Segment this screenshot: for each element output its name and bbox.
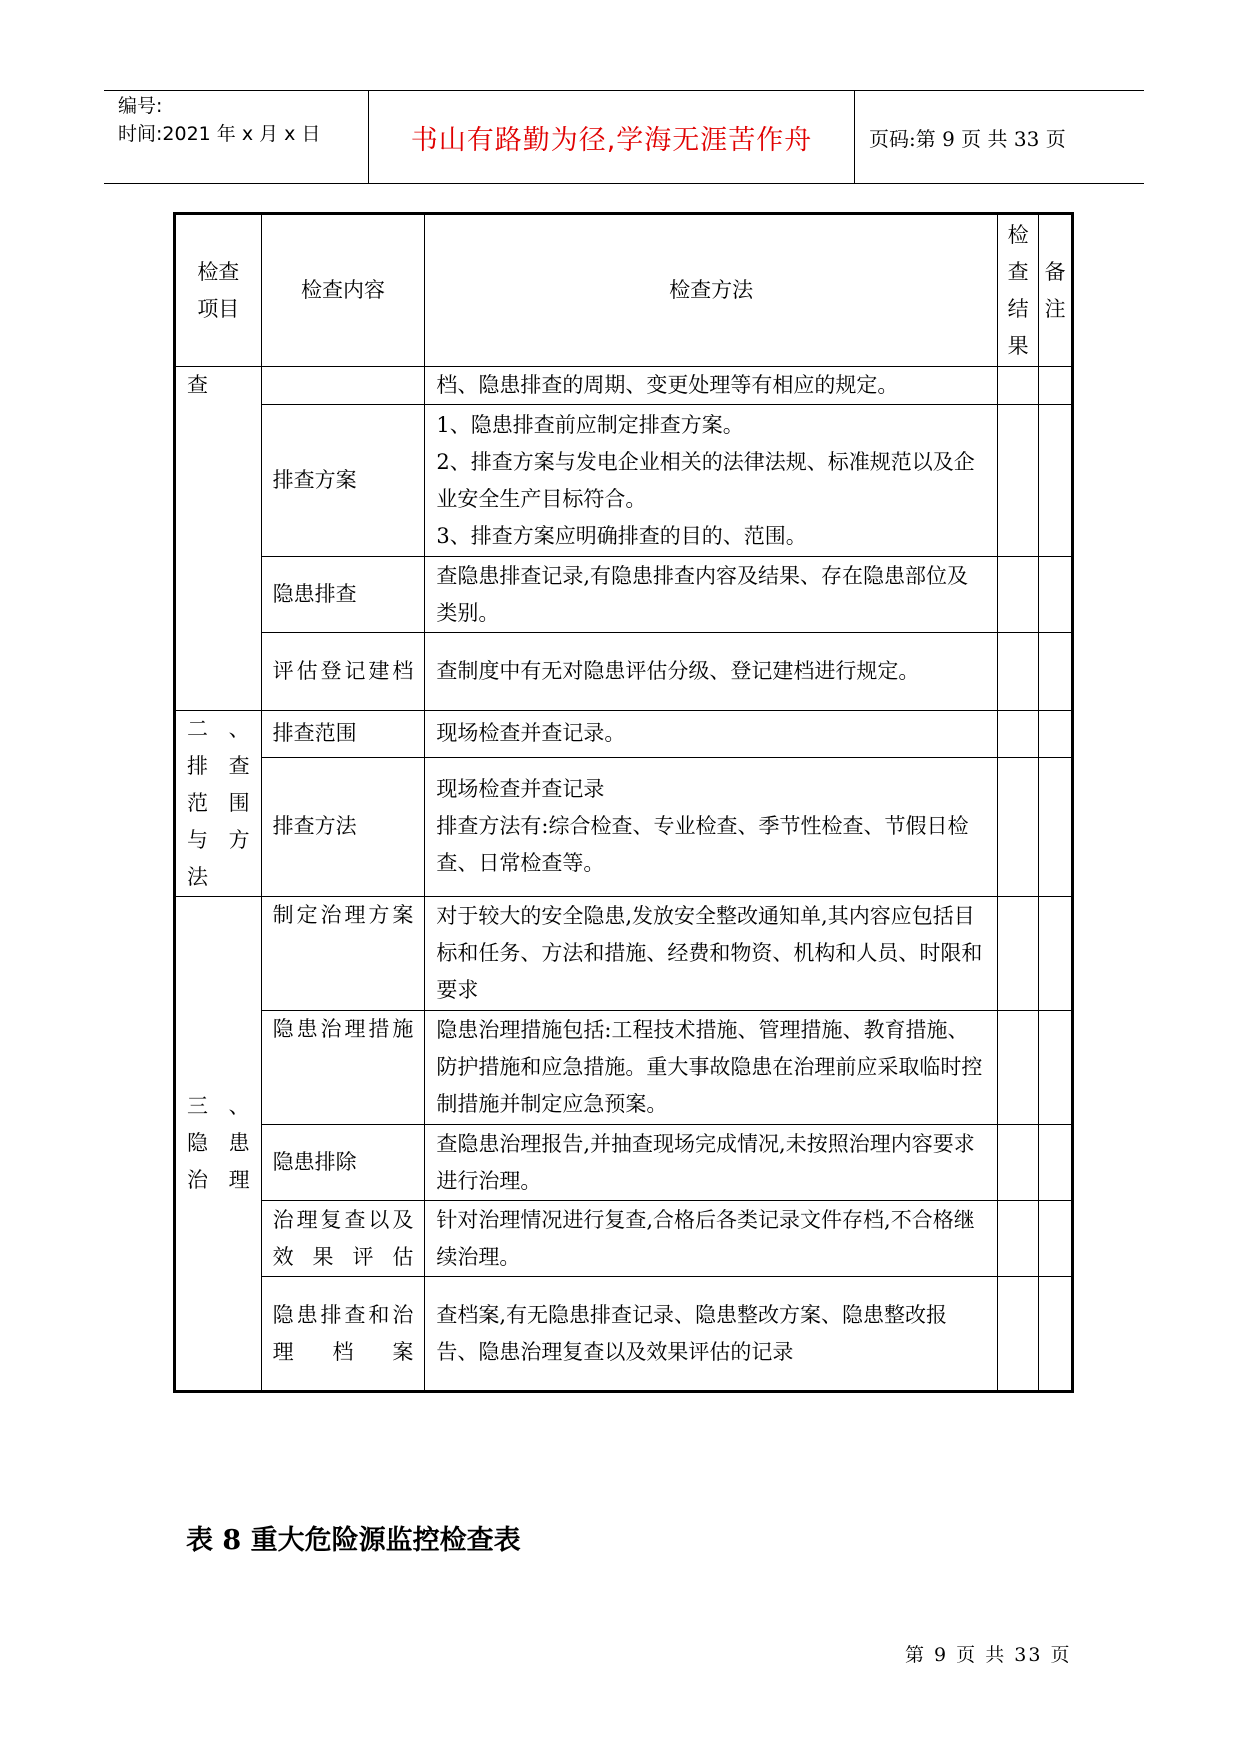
table-row — [175, 633, 1073, 711]
document-number-label: 编号: — [118, 95, 163, 117]
row-item: 查 — [175, 367, 262, 711]
header-page-label: 页码:第 9 页 共 33 页 — [869, 126, 1066, 151]
row-content: 隐患治理措施 — [261, 1011, 425, 1125]
row-note — [1039, 1125, 1073, 1201]
row-note — [1039, 633, 1073, 711]
row-result — [997, 405, 1038, 557]
document-time-label: 时间:2021 年 x 月 x 日 — [118, 123, 321, 145]
row-method: 查隐患排查记录,有隐患排查内容及结果、存在隐患部位及类别。 — [425, 557, 998, 633]
table-row — [175, 557, 1073, 633]
row-note — [1039, 1011, 1073, 1125]
row-method: 现场检查并查记录。 — [425, 711, 998, 758]
table-row — [175, 1125, 1073, 1201]
row-method: 档、隐患排查的周期、变更处理等有相应的规定。 — [425, 367, 998, 405]
row-note — [1039, 757, 1073, 897]
row-note — [1039, 557, 1073, 633]
row-result — [997, 557, 1038, 633]
row-note — [1039, 367, 1073, 405]
row-method: 现场检查并查记录 排查方法有:综合检查、专业检查、季节性检查、节假日检查、日常检查等。 — [425, 757, 998, 897]
row-content: 评估登记建档 — [261, 633, 425, 711]
row-item: 三、隐患治理 — [175, 897, 262, 1392]
header-content: 检查内容 — [261, 214, 425, 367]
header-result: 检查结果 — [997, 214, 1038, 367]
row-method: 查制度中有无对隐患评估分级、登记建档进行规定。 — [425, 633, 998, 711]
page-header — [104, 90, 1144, 184]
row-method: 1、隐患排查前应制定排查方案。 2、排查方案与发电企业相关的法律法规、标准规范以及企业安全生产目标符合。 3、排查方案应明确排查的目的、范围。 — [425, 405, 998, 557]
row-result — [997, 367, 1038, 405]
row-content: 隐患排除 — [261, 1125, 425, 1201]
row-method: 查隐患治理报告,并抽查现场完成情况,未按照治理内容要求进行治理。 — [425, 1125, 998, 1201]
header-method: 检查方法 — [425, 214, 998, 367]
row-note — [1039, 405, 1073, 557]
header-note: 备注 — [1039, 214, 1073, 367]
row-item: 二、排查范围与方法 — [175, 711, 262, 897]
table-row — [175, 367, 1073, 405]
inspection-table — [173, 212, 1074, 1393]
table-row — [175, 1277, 1073, 1392]
header-item: 检查项目 — [175, 214, 262, 367]
table-row — [175, 1011, 1073, 1125]
row-note — [1039, 1201, 1073, 1277]
row-result — [997, 1201, 1038, 1277]
table-row — [175, 897, 1073, 1011]
row-note — [1039, 711, 1073, 758]
page-footer: 第 9 页 共 33 页 — [905, 1644, 1072, 1666]
row-content: 排查方法 — [261, 757, 425, 897]
row-result — [997, 1125, 1038, 1201]
table-row — [175, 1201, 1073, 1277]
row-method: 针对治理情况进行复查,合格后各类记录文件存档,不合格继续治理。 — [425, 1201, 998, 1277]
row-result — [997, 897, 1038, 1011]
row-method: 隐患治理措施包括:工程技术措施、管理措施、教育措施、防护措施和应急措施。重大事故隐患在治理前应采取临时控制措施并制定应急预案。 — [425, 1011, 998, 1125]
row-content: 排查范围 — [261, 711, 425, 758]
table-title: 表 8 重大危险源监控检查表 — [186, 1525, 521, 1556]
row-result — [997, 1011, 1038, 1125]
table-row — [175, 405, 1073, 557]
row-content — [261, 367, 425, 405]
table-row — [175, 757, 1073, 897]
row-result — [997, 757, 1038, 897]
row-content: 排查方案 — [261, 405, 425, 557]
row-content: 隐患排查和治理档案 — [261, 1277, 425, 1392]
row-content: 隐患排查 — [261, 557, 425, 633]
table-row — [175, 711, 1073, 758]
row-result — [997, 1277, 1038, 1392]
row-note — [1039, 1277, 1073, 1392]
row-method: 查档案,有无隐患排查记录、隐患整改方案、隐患整改报告、隐患治理复查以及效果评估的记录 — [425, 1277, 998, 1392]
row-result — [997, 633, 1038, 711]
row-content: 治理复查以及效果评估 — [261, 1201, 425, 1277]
row-method: 对于较大的安全隐患,发放安全整改通知单,其内容应包括目标和任务、方法和措施、经费和物资、机构和人员、时限和要求 — [425, 897, 998, 1011]
row-result — [997, 711, 1038, 758]
row-note — [1039, 897, 1073, 1011]
table-header-row — [175, 214, 1073, 367]
row-content: 制定治理方案 — [261, 897, 425, 1011]
header-motto: 书山有路勤为径,学海无涯苦作舟 — [369, 91, 855, 183]
header-meta — [104, 91, 369, 183]
